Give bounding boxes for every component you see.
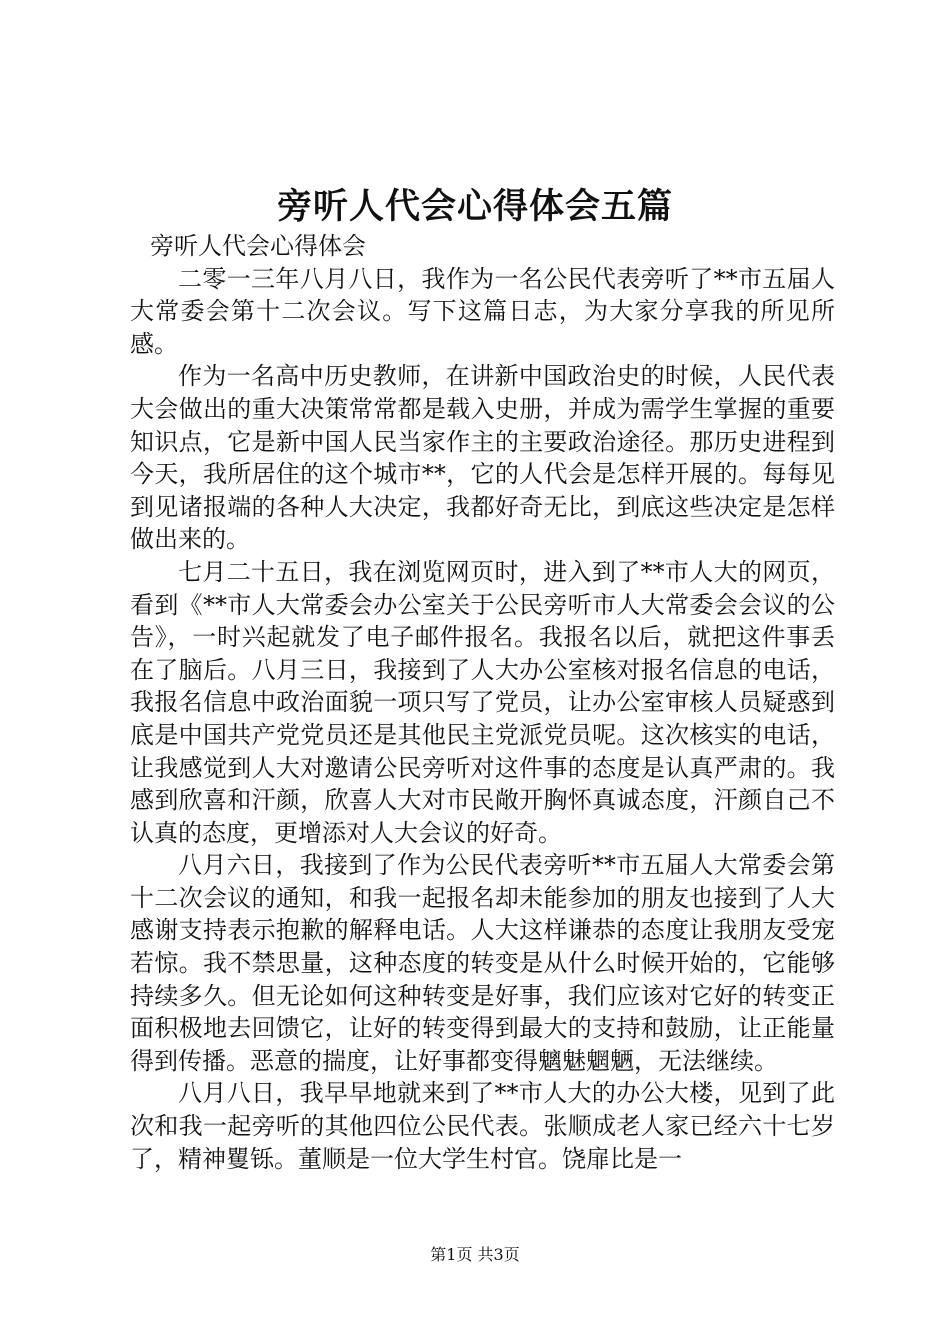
paragraph: 作为一名高中历史教师，在讲新中国政治史的时候，人民代表大会做出的重大决策常常都是载入史册，并成为需学生掌握的重要知识点，它是新中国人民当家作主的主要政治途径。那历史进程到今天，我所居住的这个城市**，它的人代会是怎样开展的。每每见到见诸报端的各种人大决定，我都好奇无比，到底这些决定是怎样做出来的。: [130, 362, 835, 554]
document-subtitle: 旁听人代会心得体会: [150, 232, 366, 260]
document-body: [130, 230, 835, 1175]
paragraph: 七月二十五日，我在浏览网页时，进入到了**市人大的网页，看到《**市人大常委会办公室关于公民旁听市人大常委会会议的公告》，一时兴起就发了电子邮件报名。我报名以后，就把这件事丢在了脑后。八月三日，我接到了人大办公室核对报名信息的电话，我报名信息中政治面貌一项只写了党员，让办公室审核人员疑惑到底是中国共产党党员还是其他民主党派党员呢。这次核实的电话，让我感觉到人大对邀请公民旁听对这件事的态度是认真严肃的。我感到欣喜和汗颜，欣喜人大对市民敞开胸怀真诚态度，汗颜自己不认真的态度，更增添对人大会议的好奇。: [130, 557, 835, 847]
paragraph: 八月六日，我接到了作为公民代表旁听**市五届人大常委会第十二次会议的通知，和我一起报名却未能参加的朋友也接到了人大感谢支持表示抱歉的解释电话。人大这样谦恭的态度让我朋友受宠若惊。我不禁思量，这种态度的转变是从什么时候开始的，它能够持续多久。但无论如何这种转变是好事，我们应该对它好的转变正面积极地去回馈它，让好的转变得到最大的支持和鼓励，让正能量得到传播。恶意的揣度，让好事都变得魑魅魍魉，无法继续。: [130, 851, 835, 1075]
paragraph: 八月八日，我早早地就来到了**市人大的办公大楼，见到了此次和我一起旁听的其他四位公民代表。张顺成老人家已经六十七岁了，精神矍铄。董顺是一位大学生村官。饶扉比是一: [130, 1079, 835, 1173]
page-title: 旁听人代会心得体会五篇: [276, 186, 673, 227]
paragraph: 二零一三年八月八日，我作为一名公民代表旁听了**市五届人大常委会第十二次会议。写下这篇日志，为大家分享我的所见所感。: [130, 264, 835, 358]
page-footer: 第1页 共3页: [430, 1245, 520, 1264]
